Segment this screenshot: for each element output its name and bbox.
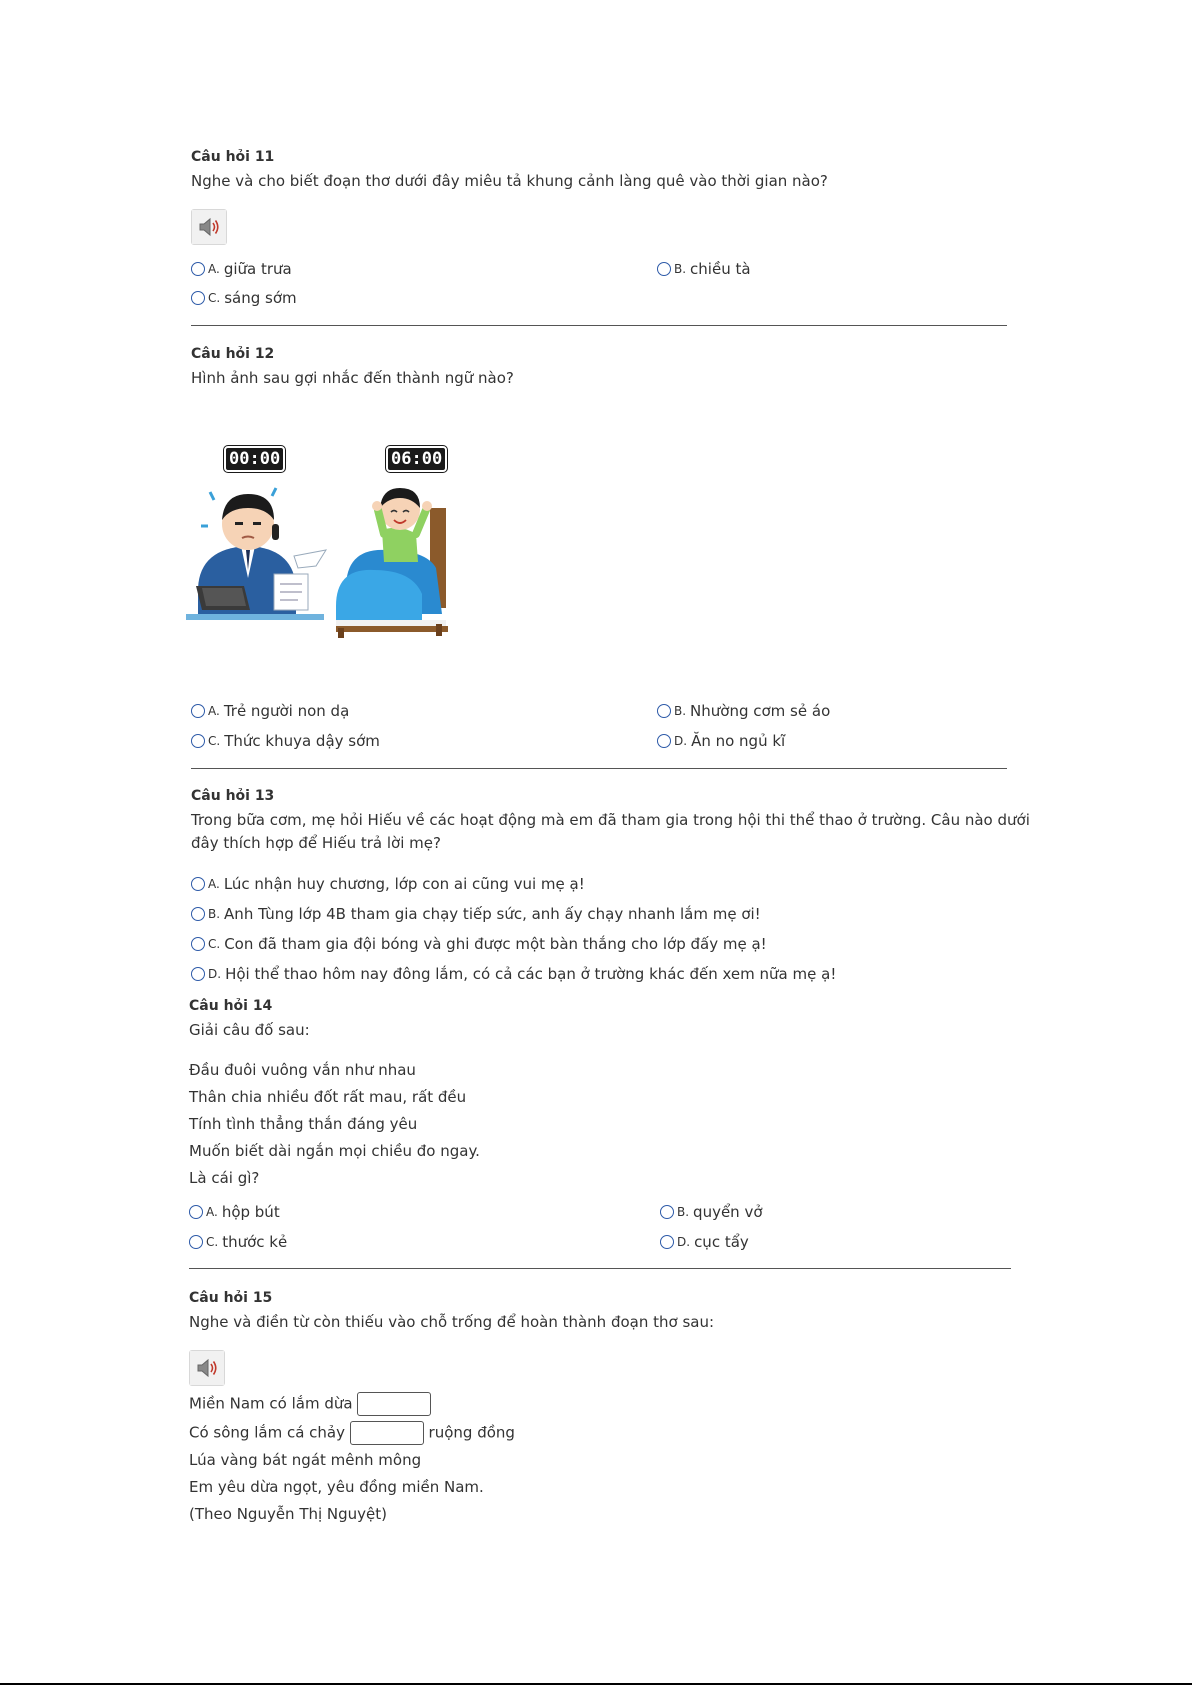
radio-button[interactable]	[189, 1205, 203, 1219]
q12-illustration	[186, 438, 476, 638]
q15-title: Câu hỏi 15	[189, 1290, 273, 1306]
poem-line-2: Có sông lắm cá chảy ruộng đồng	[189, 1421, 515, 1445]
clock-left: 00:00	[224, 446, 285, 472]
blank-input-2[interactable]	[350, 1421, 424, 1445]
radio-button[interactable]	[660, 1205, 674, 1219]
divider	[191, 325, 1007, 326]
q11-title: Câu hỏi 11	[191, 149, 275, 165]
q13-option-d[interactable]: D. Hội thể thao hôm nay đông lắm, có cả các bạn ở trường khác đến xem nữa mẹ ạ!	[191, 965, 836, 983]
q15-text: Nghe và điền từ còn thiếu vào chỗ trống để hoàn thành đoạn thơ sau:	[189, 1313, 715, 1331]
q13-option-c[interactable]: C. Con đã tham gia đội bóng và ghi được một bàn thắng cho lớp đấy mẹ ạ!	[191, 935, 767, 953]
working-late-and-waking-up-illustration	[186, 438, 476, 638]
radio-button[interactable]	[191, 704, 205, 718]
riddle-line: Đầu đuôi vuông vắn như nhau	[189, 1061, 416, 1079]
q12-option-b[interactable]: B. Nhường cơm sẻ áo	[657, 702, 830, 720]
q11-audio-button[interactable]	[191, 209, 227, 245]
blank-input-1[interactable]	[357, 1392, 431, 1416]
radio-button[interactable]	[191, 734, 205, 748]
riddle-line: Muốn biết dài ngắn mọi chiều đo ngay.	[189, 1142, 480, 1160]
speaker-icon	[192, 210, 226, 244]
q14-option-c[interactable]: C. thước kẻ	[189, 1233, 287, 1251]
radio-button[interactable]	[191, 291, 205, 305]
speaker-icon	[190, 1351, 224, 1385]
q12-option-c[interactable]: C. Thức khuya dậy sớm	[191, 732, 380, 750]
q13-text-line2: đây thích hợp để Hiếu trả lời mẹ?	[191, 834, 441, 852]
radio-button[interactable]	[191, 967, 205, 981]
q13-text-line1: Trong bữa cơm, mẹ hỏi Hiếu về các hoạt động mà em đã tham gia trong hội thi thể thao ở trường. Câu nào dưới	[191, 811, 1030, 829]
riddle-line: Là cái gì?	[189, 1169, 260, 1187]
riddle-line: Tính tình thẳng thắn đáng yêu	[189, 1115, 418, 1133]
q11-text: Nghe và cho biết đoạn thơ dưới đây miêu tả khung cảnh làng quê vào thời gian nào?	[191, 172, 828, 190]
q13-title: Câu hỏi 13	[191, 788, 275, 804]
poem-source: (Theo Nguyễn Thị Nguyệt)	[189, 1505, 388, 1523]
divider	[191, 768, 1007, 769]
radio-button[interactable]	[191, 907, 205, 921]
radio-button[interactable]	[660, 1235, 674, 1249]
q14-option-b[interactable]: B. quyển vở	[660, 1203, 763, 1221]
q13-option-b[interactable]: B. Anh Tùng lớp 4B tham gia chạy tiếp sức, anh ấy chạy nhanh lắm mẹ ơi!	[191, 905, 761, 923]
q11-option-b[interactable]: B. chiều tà	[657, 260, 751, 278]
divider	[189, 1268, 1011, 1269]
q12-title: Câu hỏi 12	[191, 346, 275, 362]
q12-option-d[interactable]: D. Ăn no ngủ kĩ	[657, 732, 785, 750]
q12-text: Hình ảnh sau gợi nhắc đến thành ngữ nào?	[191, 369, 514, 387]
q13-option-a[interactable]: A. Lúc nhận huy chương, lớp con ai cũng vui mẹ ạ!	[191, 875, 585, 893]
q14-option-d[interactable]: D. cục tẩy	[660, 1233, 749, 1251]
q11-option-c[interactable]: C. sáng sớm	[191, 289, 297, 307]
q15-audio-button[interactable]	[189, 1350, 225, 1386]
clock-right: 06:00	[386, 446, 447, 472]
q12-option-a[interactable]: A. Trẻ người non dạ	[191, 702, 349, 720]
q14-option-a[interactable]: A. hộp bút	[189, 1203, 280, 1221]
radio-button[interactable]	[191, 937, 205, 951]
q14-text: Giải câu đố sau:	[189, 1021, 310, 1039]
radio-button[interactable]	[189, 1235, 203, 1249]
poem-line-1: Miền Nam có lắm dừa	[189, 1392, 431, 1416]
q11-option-a[interactable]: A. giữa trưa	[191, 260, 292, 278]
radio-button[interactable]	[657, 734, 671, 748]
radio-button[interactable]	[657, 704, 671, 718]
q14-title: Câu hỏi 14	[189, 998, 273, 1014]
poem-line-3: Lúa vàng bát ngát mênh mông	[189, 1451, 422, 1469]
riddle-line: Thân chia nhiều đốt rất mau, rất đều	[189, 1088, 467, 1106]
poem-line-4: Em yêu dừa ngọt, yêu đồng miền Nam.	[189, 1478, 484, 1496]
radio-button[interactable]	[191, 877, 205, 891]
radio-button[interactable]	[657, 262, 671, 276]
radio-button[interactable]	[191, 262, 205, 276]
